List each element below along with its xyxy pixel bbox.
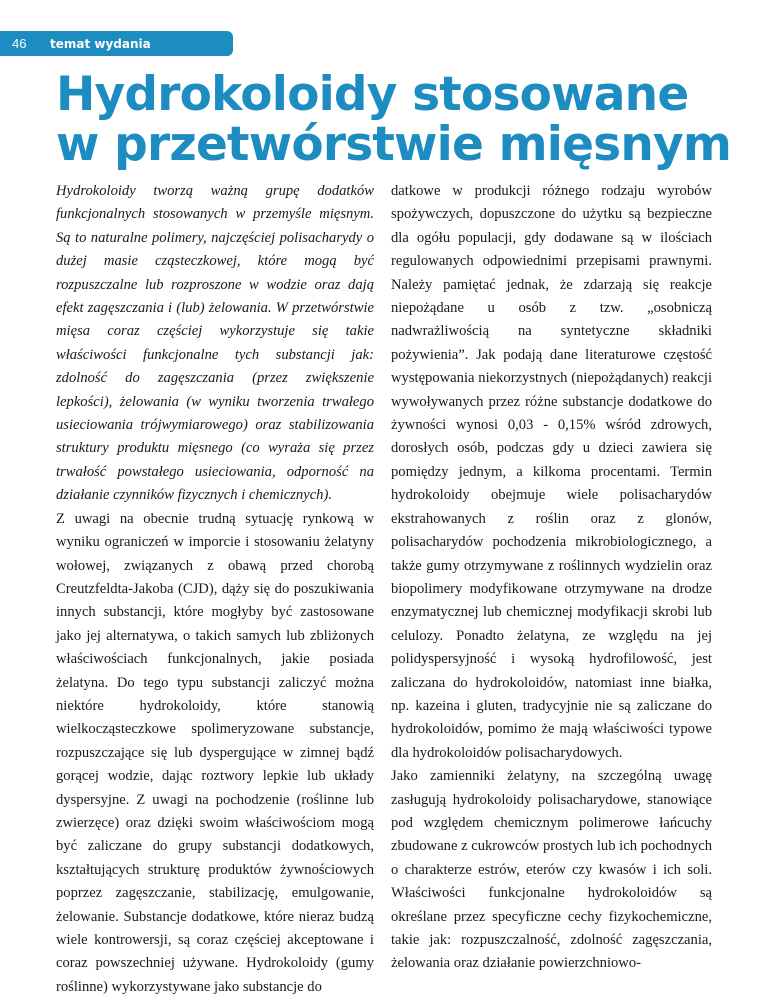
body-paragraph-1-part-a: Z uwagi na obecnie trudną sytuację rynkową w wyniku ograniczeń w imporcie i stosowaniu żelatyny wołowej, związanych z obawą przed chorobą Creutzfeldta-Jakoba (CJD), dąży się do poszukiwania innych substancji, które mogłyby być zastosowane jako jej alternatywa, o takich samych lub zbliżonych właściwościach funkcjonalnych, jakie posiada żelatyna. Do tego typu substancji zaliczyć można niektóre hydrokoloidy, które stanowią wielkocząsteczkowe spolimeryzowane substancje, rozpuszczające się lub dyspergujące w zimnej bądź gorącej wodzie, dając roztwory lepkie lub układy dyspersyjne. Z uwagi na pochodzenie (roślinne lub zwierzęce) oraz dzięki swoim właściwościom mogą być zaliczane do grupy substancji dodatkowych, kształtujących strukturę produktów żywnościowych poprzez zagęszczanie, stabilizację, emulgowanie, żelowanie. Substancje dodatkowe, które nieraz budzą wiele kontrowersji, są coraz częściej akceptowane i coraz powszechniej używane. Hydrokoloidy (gumy roślinne) wykorzystywane jako substancje do (56, 510, 374, 995)
lead-paragraph: Hydrokoloidy tworzą ważną grupę dodatków funkcjonalnych stosowanych w przemyśle mięsnym. Są to naturalne polimery, najczęściej polisacharydy o dużej masie cząsteczkowej, które mogą być rozpuszczalne lub rozproszone w wodzie oraz dają efekt zagęszczania i (lub) żelowania. W przetwórstwie mięsa coraz częściej wykorzystuje się takie właściwości funkcjonalne tych substancji jak: zdolność do zagęszczania (przez zwiększenie lepkości), żelowania (w wyniku tworzenia trwałego usieciowania trójwymiarowego) oraz stabilizowania struktury produktu mięsnego (co wyraża się przez trwałość powstałego usieciowania, odporność na działanie czynników fizycznych i chemicznych). (56, 183, 374, 504)
section-header-bar (0, 31, 233, 56)
text-column-right (391, 180, 712, 976)
text-column-left (56, 180, 374, 999)
body-paragraph-1-part-b: datkowe w produkcji różnego rodzaju wyrobów spożywczych, dopuszczone do użytku są bezpieczne dla ogółu populacji, gdy dodawane są w ilościach regulowanych odpowiednimi przepisami prawnymi. Należy pamiętać jednak, że zdarzają się reakcje niepożądane u osób z tzw. „osobniczą nadwrażliwością na syntetyczne składniki pożywienia”. Jak podają dane literaturowe częstość występowania niekorzystnych (niepożądanych) reakcji wywoływanych przez różne substancje dodatkowe do żywności wynosi 0,03 - 0,15% wśród zdrowych, dorosłych osób, podczas gdy u dzieci zawiera się pomiędzy jednym, a kilkoma procentami. Termin hydrokoloidy obejmuje wiele polisacharydów ekstrahowanych z roślin oraz z glonów, polisacharydów pochodzenia mikrobiologicznego, a także gumy otrzymywane z roślinnych wydzielin oraz biopolimery modyfikowane otrzymywane na drodze enzymatycznej lub chemicznej modyfikacji skrobi lub celulozy. Ponadto żelatyna, ze względu na jej polidyspersyjność i wysoką hydrofilowość, jest zaliczana do hydrokoloidów, natomiast inne białka, np. kazeina i gluten, tradycyjnie nie są zaliczane do hydrokoloidów, pomimo że mają właściwości typowe dla hydrokoloidów polisacharydowych. (391, 183, 712, 761)
section-label: temat wydania (50, 36, 151, 51)
title-line-2: w przetwórstwie mięsnym (56, 117, 732, 172)
title-line-1: Hydrokoloidy stosowane (56, 67, 689, 122)
body-paragraph-2: Jako zamienniki żelatyny, na szczególną uwagę zasługują hydrokoloidy polisacharydowe, stanowiące pod względem chemicznym polimerowe łańcuchy zbudowane z cukrowców prostych lub ich pochodnych o charakterze estrów, eterów czy kwasów i ich soli. Właściwości funkcjonalne hydrokoloidów są określane przez specyficzne cechy fizykochemiczne, takie jak: rozpuszczalność, zdolność zagęszczania, żelowania oraz działanie powierzchniowo- (391, 768, 712, 972)
article-title (56, 67, 746, 172)
page-number: 46 (12, 36, 27, 51)
